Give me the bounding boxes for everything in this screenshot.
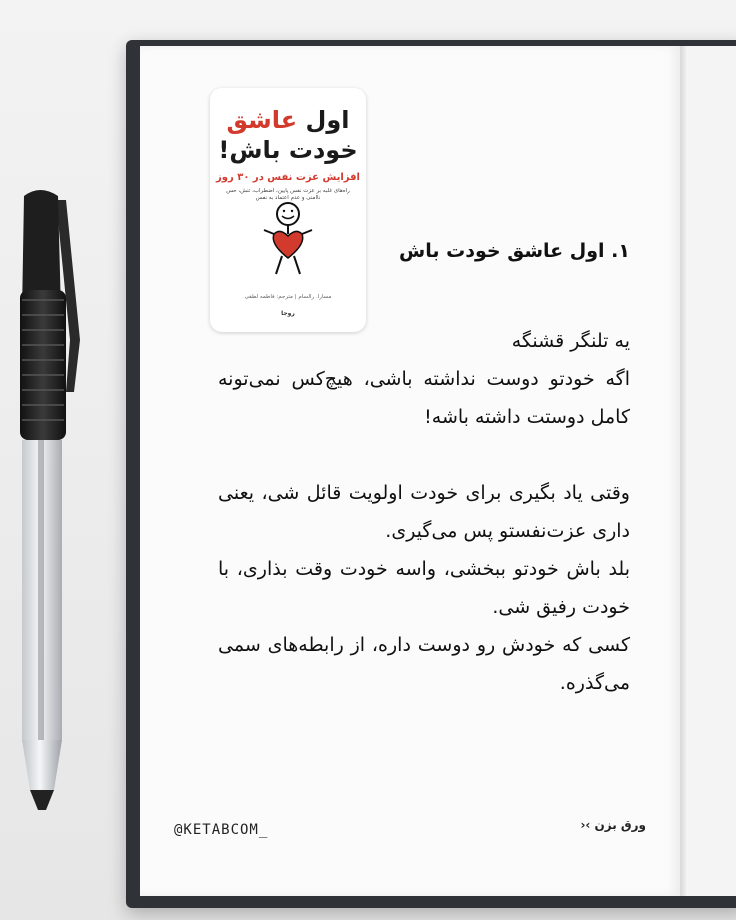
paragraph-5: کسی که خودش رو دوست داره، از رابطه‌های سمی می‌گذره.	[218, 634, 630, 694]
body-text	[218, 322, 630, 702]
paragraph-3: وقتی یاد بگیری برای خودت اولویت قائل شی، یعنی داری عزت‌نفستو پس می‌گیری.	[218, 482, 630, 542]
pen-icon	[0, 0, 130, 920]
section-heading: ۱. اول عاشق خودت باش	[399, 240, 630, 262]
account-handle: @KETABCOM_	[174, 822, 269, 838]
book-title-line-1: اول عاشق	[226, 106, 350, 134]
paragraph-2: اگه خودتو دوست نداشته باشی، هیچ‌کس نمی‌تونه کامل دوستت داشته باشه!	[218, 368, 630, 428]
notebook-next-page	[684, 46, 736, 896]
paragraph-1: یه تلنگر قشنگه	[511, 330, 630, 352]
paragraph-4: بلد باش خودتو ببخشی، واسه خودت وقت بذاری، با خودت رفیق شی.	[218, 558, 630, 618]
book-cover	[210, 88, 366, 332]
paragraph-gap	[218, 436, 630, 474]
swipe-hint[interactable]: ورق بزن ›‹	[580, 818, 646, 832]
book-publisher: روجا	[281, 310, 295, 317]
book-tagline: راه‌های غلبه بر عزت نفس پایین، اضطراب، تنش، حس ناامنی و عدم اعتماد به نفس	[226, 188, 350, 202]
book-title-line-2: خودت باش!	[218, 136, 358, 164]
page-gutter	[680, 46, 686, 896]
heart-figure-icon	[254, 200, 322, 280]
book-subtitle: افزایش عزت نفس در ۳۰ روز	[216, 172, 360, 183]
book-credits: مسارا. رالسام | مترجم: فاطمه لطفی	[244, 294, 332, 300]
